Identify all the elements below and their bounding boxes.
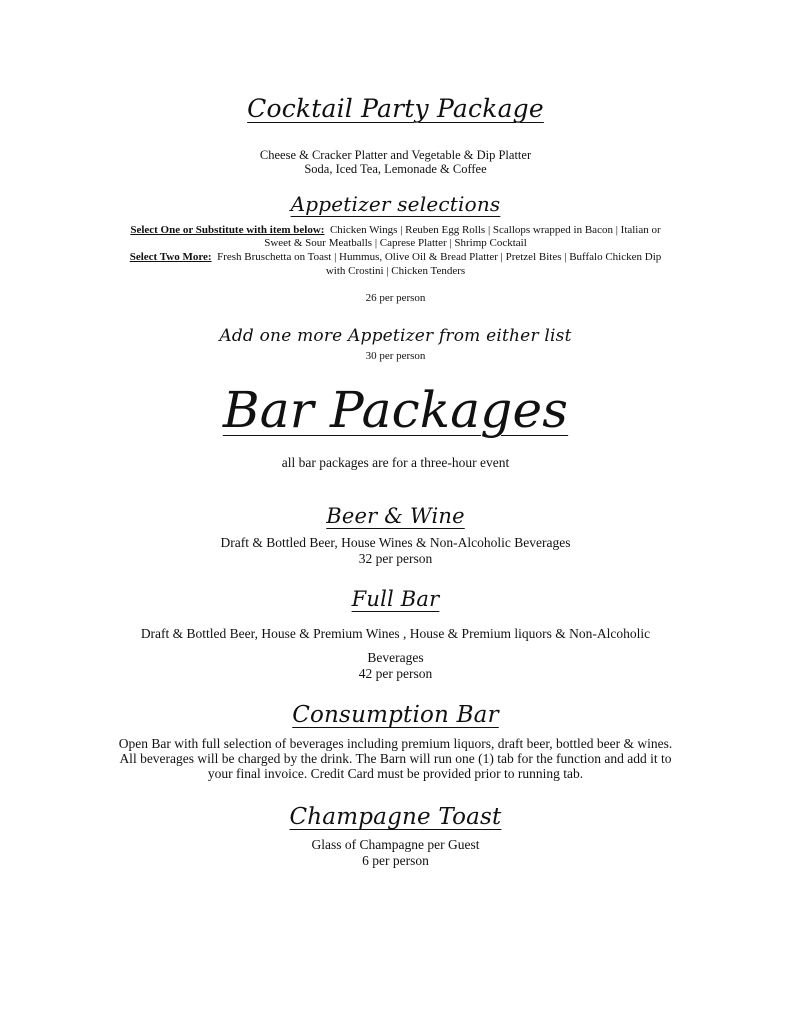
add-one-appetizer-price: 30 per person — [365, 350, 426, 362]
full-bar-title: Full Bar — [351, 587, 440, 611]
full-bar-description-line-1: Draft & Bottled Beer, House & Premium Wines , House & Premium liquors & Non-Alcoholic — [140, 626, 651, 641]
cocktail-included-line-1: Cheese & Cracker Platter and Vegetable & Dip Platter — [259, 148, 532, 162]
champagne-toast-title: Champagne Toast — [289, 804, 502, 830]
cocktail-package-title: Cocktail Party Package — [247, 94, 544, 123]
select-two-line-1 — [0, 251, 791, 265]
consumption-bar-description-line-1: Open Bar with full selection of beverages including premium liquors, draft beer, bottled beer & wines. — [118, 736, 673, 751]
champagne-toast-description: Glass of Champagne per Guest — [311, 837, 480, 852]
select-one-label: Select One or Substitute with item below: — [130, 224, 325, 236]
consumption-bar-description-line-2: All beverages will be charged by the drink. The Barn will run one (1) tab for the function and add it to — [119, 751, 672, 766]
bar-packages-subtitle: all bar packages are for a three-hour event — [281, 455, 510, 470]
bar-packages-title: Bar Packages — [222, 381, 569, 439]
select-one-line-1 — [0, 224, 791, 238]
select-two-items: Fresh Bruschetta on Toast | Hummus, Olive Oil & Bread Platter | Pretzel Bites | Buffalo Chicken Dip — [217, 251, 662, 263]
consumption-bar-description-line-3: your final invoice. Credit Card must be provided prior to running tab. — [207, 766, 584, 781]
beer-wine-price: 32 per person — [358, 551, 433, 566]
appetizer-selections-title: Appetizer selections — [290, 192, 501, 216]
select-two-line-2: with Crostini | Chicken Tenders — [325, 265, 466, 277]
champagne-toast-price: 6 per person — [362, 853, 429, 868]
beer-wine-description: Draft & Bottled Beer, House Wines & Non-Alcoholic Beverages — [220, 535, 571, 550]
full-bar-price: 42 per person — [358, 666, 433, 681]
select-two-label: Select Two More: — [129, 251, 212, 263]
add-one-appetizer-title: Add one more Appetizer from either list — [219, 326, 572, 346]
cocktail-included-line-2: Soda, Iced Tea, Lemonade & Coffee — [304, 162, 487, 176]
select-one-items: Chicken Wings | Reuben Egg Rolls | Scallops wrapped in Bacon | Italian or — [329, 224, 661, 236]
appetizer-price: 26 per person — [365, 292, 426, 304]
select-one-line-2: Sweet & Sour Meatballs | Caprese Platter | Shrimp Cocktail — [264, 237, 527, 249]
full-bar-description-line-2: Beverages — [367, 650, 424, 665]
beer-wine-title: Beer & Wine — [326, 504, 465, 528]
consumption-bar-title: Consumption Bar — [292, 702, 499, 728]
